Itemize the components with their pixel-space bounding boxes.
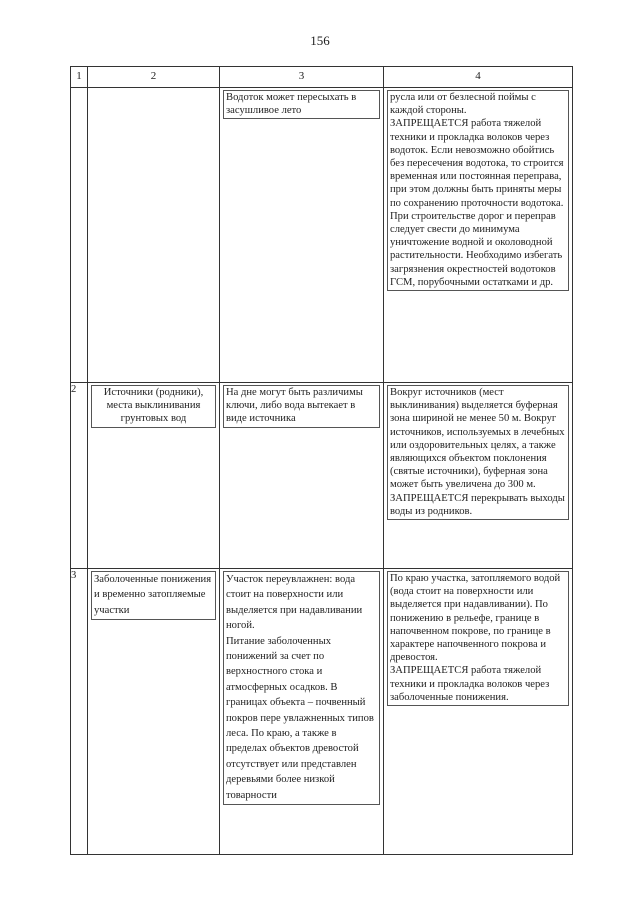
object-name-cell [88,569,220,855]
object-name-text: Источники (родники), места выклинивания грунтовых вод [91,385,216,428]
description-paragraph: Питание заболоченных понижений за счет по верхностного стока и атмосферных осадков. В границах объекта – почвенный покров пере увлажненных типов леса. По краю, а также в пределах объектов древостой отсутствует или представлен деревьями более низкой товарности [226,635,374,801]
header-cell: 3 [220,67,384,88]
object-name-cell [88,383,220,569]
row-number-cell [71,88,88,383]
rules-cell [384,383,573,569]
object-name-cell [88,88,220,383]
rules-paragraph: ЗАПРЕЩАЕТСЯ работа тяжелой техники и прокладка волоков через водоток. Если невозможно обойтись без пересечения водотока, то строится временная или постоянная переправа, при этом должны быть приняты меры по сохранению проточности водотока. При строительстве дорог и переправ следует свести до минимума уничтожение водной и околоводной растительности. Необходимо избегать загрязнения окрестностей водотоков ГСМ, порубочными остатками и др. [390,118,564,288]
description-text [223,571,380,805]
description-paragraph: Участок переувлажнен: вода стоит на поверхности или выделяется при надавливании ногой. [226,574,363,632]
header-cell: 4 [384,67,573,88]
rules-text [387,90,569,291]
rules-paragraph: русла или от безлесной поймы с каждой стороны. [390,92,536,117]
rules-paragraph: ЗАПРЕЩАЕТСЯ перекрывать выходы воды из родников. [390,492,565,517]
description-cell [220,383,384,569]
row-number-cell: 3 [71,569,88,855]
table-row [71,383,573,569]
table-row [71,88,573,383]
rules-paragraph: ЗАПРЕЩАЕТСЯ работа тяжелой техники и прокладка волоков через заболоченные понижения. [390,665,550,703]
document-table [70,66,573,855]
table-header-row [71,67,573,88]
rules-paragraph: Вокруг источников (мест выклинивания) выделяется буферная зона шириной не менее 50 м. Вокруг источников, используемых в лечебных или оздоровительных целях, а также являющихся объектом поклонения (святые источники), буферная зона может быть увеличена до 300 м. [390,387,565,491]
description-text: На дне могут быть различимы ключи, либо вода вытекает в виде источника [223,385,380,428]
page-number: 156 [310,33,330,48]
table-row [71,569,573,855]
header-cell: 1 [71,67,88,88]
rules-text [387,571,569,706]
rules-text [387,385,569,520]
description-cell [220,569,384,855]
rules-cell [384,569,573,855]
row-number-cell: 2 [71,383,88,569]
object-name-text: Заболоченные понижения и временно затопляемые участки [91,571,216,620]
description-text: Водоток может пересыхать в засушливое лето [223,90,380,119]
description-cell [220,88,384,383]
rules-cell [384,88,573,383]
rules-paragraph: По краю участка, затопляемого водой (вода стоит на поверхности или выделяется при надавливании). По понижению в рельефе, границе в напочвенном покрове, по границе в характере напочвенного покрова и древостоя. [390,573,561,664]
header-cell: 2 [88,67,220,88]
